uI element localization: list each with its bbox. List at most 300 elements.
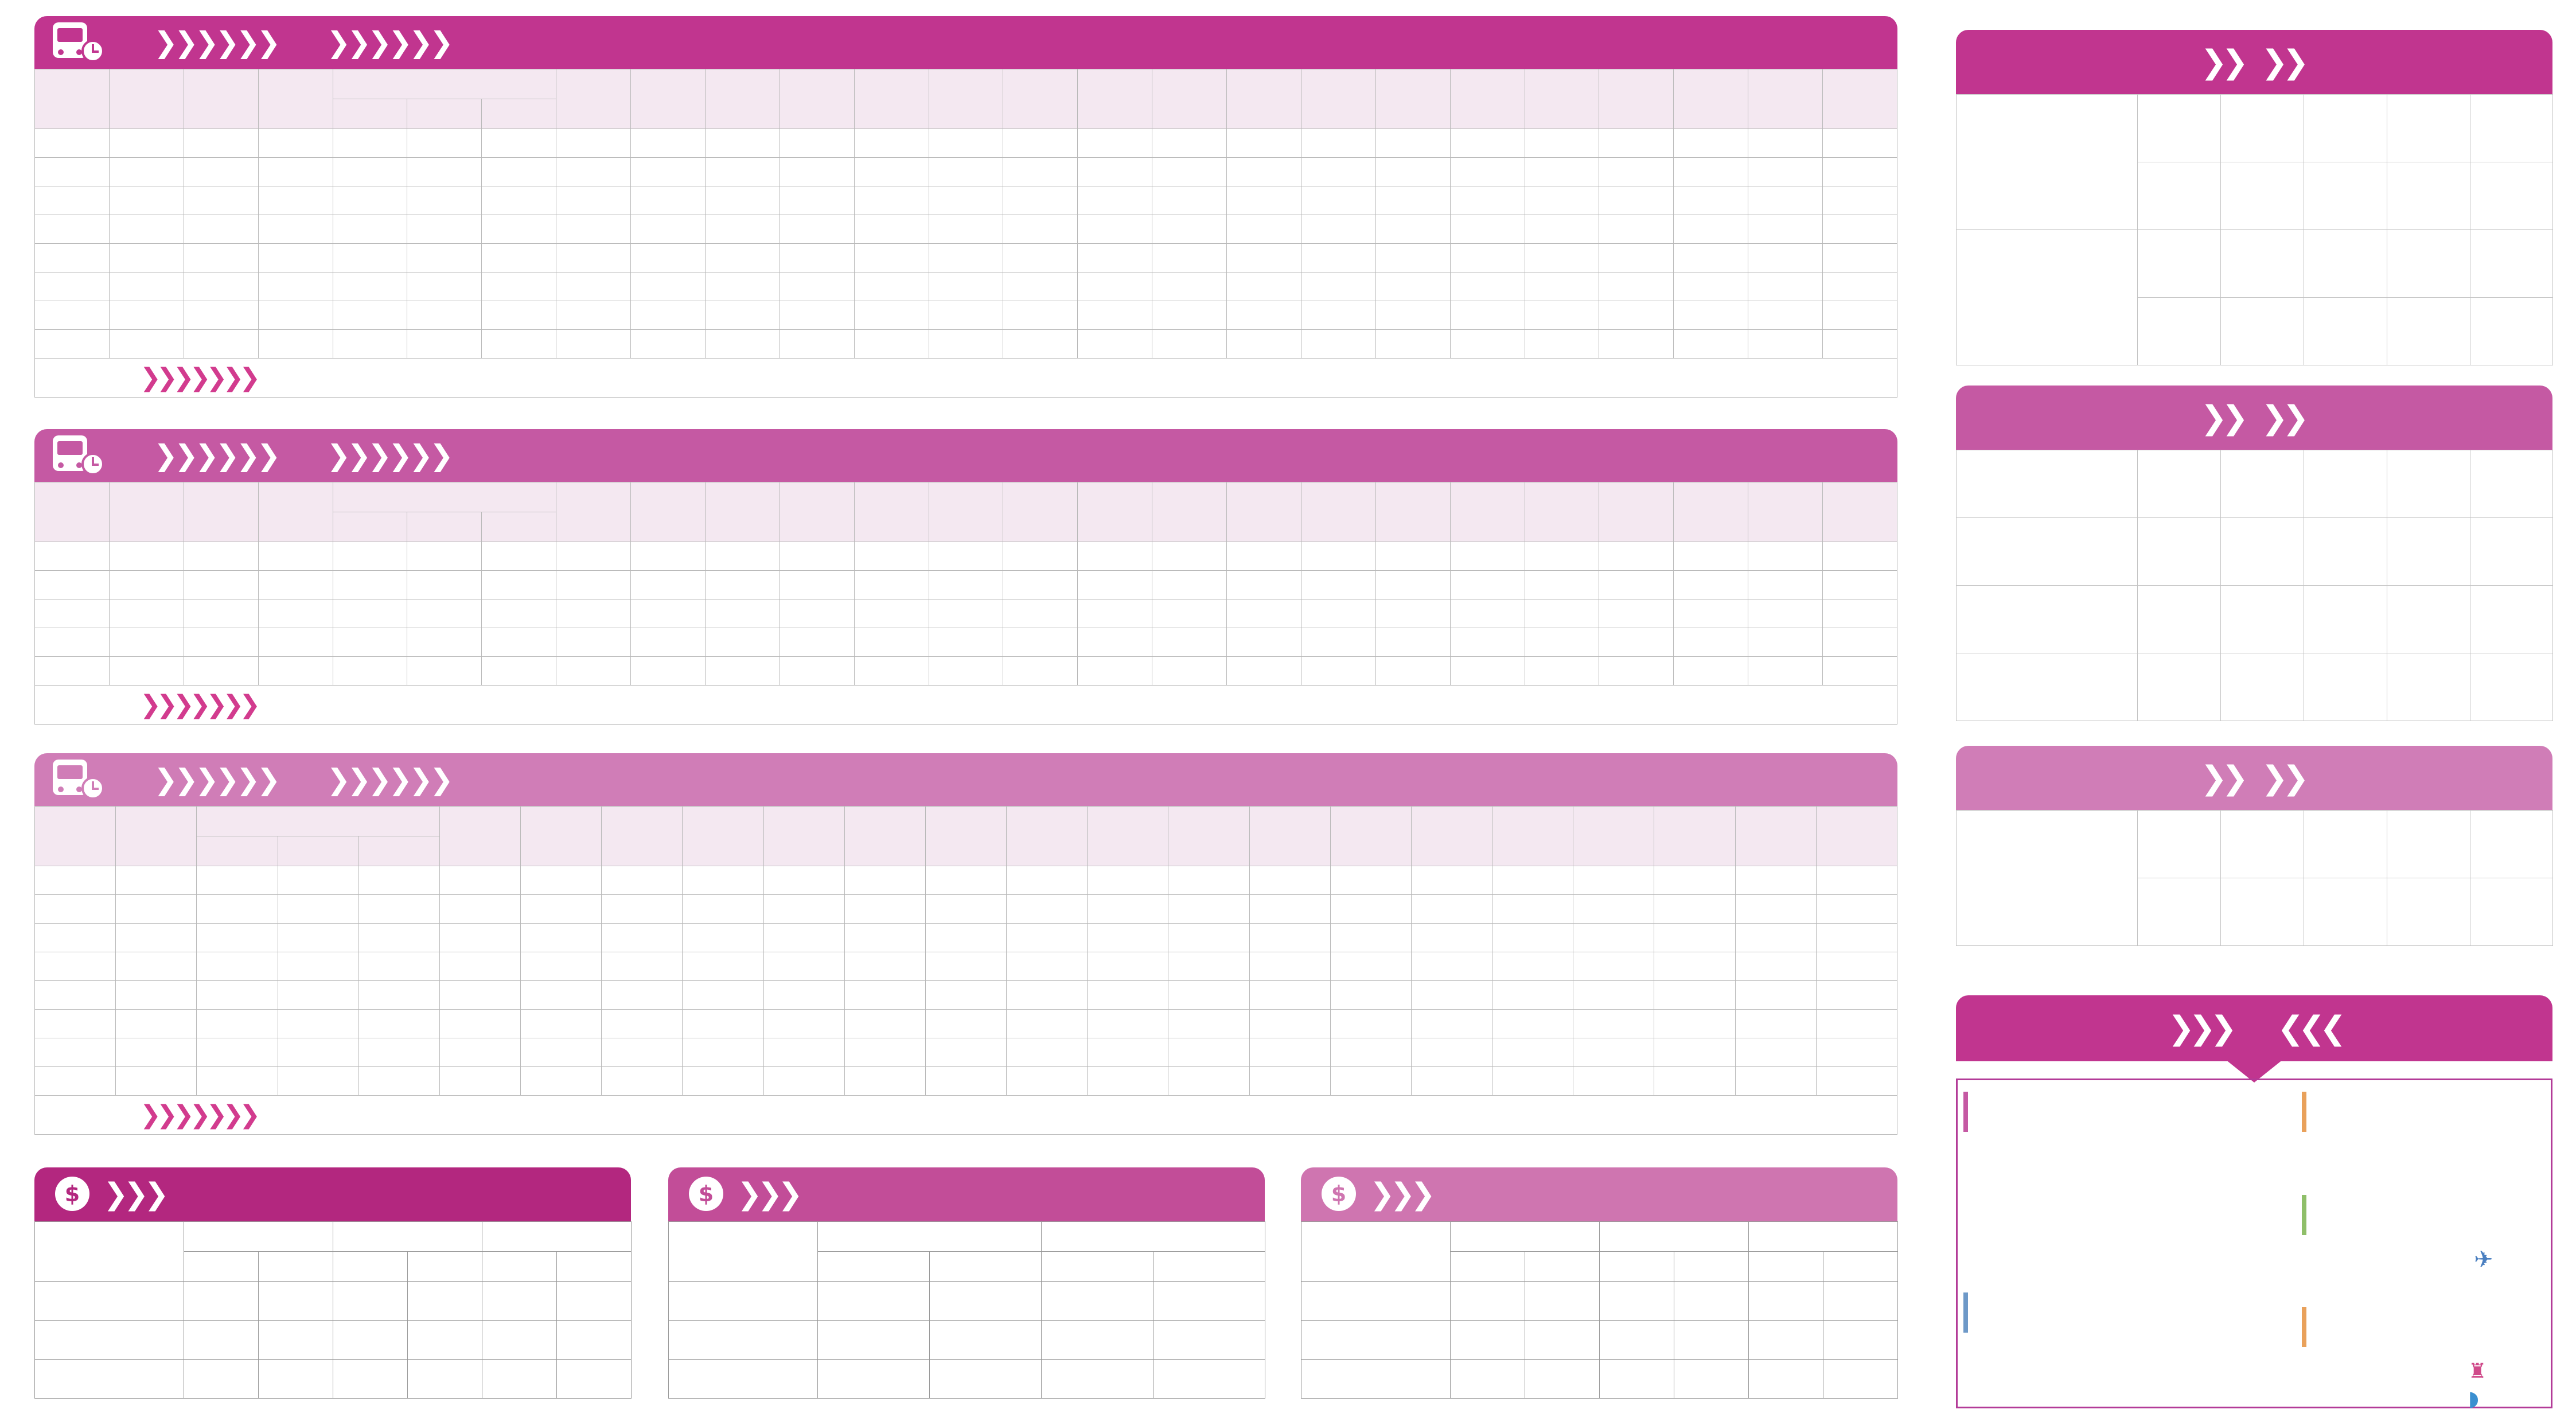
time-cell — [1599, 301, 1674, 330]
table-row — [35, 272, 1897, 301]
time-cell — [358, 866, 439, 895]
column-header — [109, 69, 184, 129]
time-cell — [844, 1010, 925, 1038]
departure-cell — [2221, 518, 2304, 586]
time-cell — [1301, 599, 1375, 628]
price-cell — [408, 1282, 482, 1321]
time-cell — [705, 129, 780, 158]
time-cell — [1375, 244, 1450, 272]
time-cell — [1816, 1010, 1897, 1038]
service-note — [2138, 914, 2220, 925]
time-cell — [854, 272, 929, 301]
time-cell — [197, 1010, 278, 1038]
price-cell — [1525, 1360, 1600, 1399]
chevron-right-icon: ❯❯❯❯❯❯ — [326, 763, 450, 796]
price-cell — [1153, 1282, 1265, 1321]
time-cell — [1330, 981, 1411, 1010]
price-header — [1301, 1167, 1897, 1221]
time-cell — [1816, 1038, 1897, 1067]
time-cell — [1301, 158, 1375, 186]
time-cell — [521, 895, 602, 924]
time-cell — [1450, 657, 1525, 686]
district-bar — [2302, 1195, 2306, 1235]
price-row — [35, 1282, 632, 1321]
column-header — [1525, 482, 1599, 542]
time-cell — [631, 628, 706, 657]
time-cell — [521, 981, 602, 1010]
time-cell — [854, 599, 929, 628]
time-cell — [1654, 895, 1735, 924]
time-cell — [1168, 1067, 1249, 1096]
chevron-right-icon: ❯❯ — [2261, 759, 2304, 797]
table-row — [35, 981, 1897, 1010]
coin-icon: $ — [1322, 1177, 1356, 1211]
time-cell — [929, 215, 1003, 244]
time-cell — [1249, 981, 1330, 1010]
boarding-station — [1957, 653, 2138, 721]
time-cell — [1450, 628, 1525, 657]
time-cell — [1573, 1038, 1654, 1067]
time-cell — [358, 1067, 439, 1096]
time-cell — [184, 571, 258, 599]
time-cell — [631, 158, 706, 186]
chevron-right-icon: ❯❯❯❯❯❯❯ — [140, 363, 256, 392]
time-cell — [278, 1038, 358, 1067]
destination-icons — [2304, 318, 2387, 333]
time-cell — [1227, 571, 1301, 599]
departure-cell — [2470, 230, 2553, 298]
time-cell — [333, 244, 407, 272]
column-header — [35, 482, 110, 542]
time-cell — [258, 599, 333, 628]
price-cell — [408, 1360, 482, 1399]
time-cell — [1525, 186, 1599, 215]
time-cell — [763, 895, 844, 924]
price-cell — [1674, 1282, 1749, 1321]
time-cell — [333, 542, 407, 571]
time-cell — [1492, 1038, 1573, 1067]
column-header — [1674, 482, 1748, 542]
trip-type-header — [930, 1252, 1042, 1282]
schedule-header — [34, 429, 1897, 482]
time-cell — [1168, 1010, 1249, 1038]
time-cell — [333, 186, 407, 215]
hk-dropoff-box — [1956, 1079, 2552, 1411]
time-cell — [1301, 571, 1375, 599]
column-header — [556, 482, 631, 542]
price-cell — [1451, 1321, 1525, 1360]
schedule-section — [34, 429, 1897, 725]
time-cell — [1748, 158, 1823, 186]
time-cell — [109, 301, 184, 330]
time-cell — [1674, 158, 1748, 186]
time-cell — [1411, 895, 1492, 924]
time-cell — [1330, 1038, 1411, 1067]
time-cell — [1450, 244, 1525, 272]
destination-icons — [2387, 544, 2470, 559]
departure-cell — [2304, 450, 2387, 518]
time-cell — [780, 158, 854, 186]
time-cell — [780, 657, 854, 686]
time-cell — [1301, 186, 1375, 215]
column-header — [1007, 807, 1088, 866]
time-cell — [1450, 571, 1525, 599]
time-cell — [407, 215, 482, 244]
time-cell — [1674, 215, 1748, 244]
departure-cell — [2387, 298, 2470, 365]
time-cell — [1249, 952, 1330, 981]
price-cell — [259, 1321, 333, 1360]
time-cell — [1674, 330, 1748, 359]
return-timetable — [1956, 810, 2553, 946]
time-cell — [1078, 628, 1152, 657]
time-cell — [407, 542, 482, 571]
time-cell — [197, 866, 278, 895]
time-cell — [1599, 244, 1674, 272]
time-cell — [1599, 330, 1674, 359]
price-row — [669, 1360, 1265, 1399]
time-cell — [1007, 981, 1088, 1010]
time-cell — [1088, 1067, 1168, 1096]
table-row — [35, 657, 1897, 686]
time-cell — [1599, 571, 1674, 599]
coin-icon: $ — [55, 1177, 89, 1211]
time-cell — [278, 1067, 358, 1096]
time-cell — [1525, 215, 1599, 244]
time-cell — [631, 330, 706, 359]
time-cell — [439, 924, 520, 952]
time-cell — [278, 1010, 358, 1038]
icon-spacer — [2470, 544, 2552, 559]
column-group-header — [197, 807, 440, 836]
price-cell — [930, 1360, 1042, 1399]
time-cell — [1007, 1010, 1088, 1038]
time-cell — [556, 542, 631, 571]
time-cell — [439, 1010, 520, 1038]
time-cell — [521, 866, 602, 895]
chevron-right-icon: ❯❯❯❯❯❯ — [326, 439, 450, 472]
time-cell — [1078, 215, 1152, 244]
column-header — [1823, 69, 1897, 129]
column-header — [683, 807, 763, 866]
time-cell — [333, 301, 407, 330]
station-header — [1301, 1222, 1451, 1282]
time-cell — [116, 1038, 197, 1067]
destination-icons — [2138, 477, 2220, 492]
column-header — [1152, 482, 1227, 542]
time-cell — [602, 1067, 683, 1096]
time-cell — [197, 952, 278, 981]
time-cell — [521, 1010, 602, 1038]
destination-icons — [2221, 612, 2304, 627]
time-cell — [1674, 129, 1748, 158]
time-cell — [278, 981, 358, 1010]
bus-icon — [52, 434, 104, 477]
time-cell — [1599, 186, 1674, 215]
time-cell — [1168, 924, 1249, 952]
time-cell — [258, 301, 333, 330]
time-cell — [1078, 330, 1152, 359]
time-cell — [1375, 571, 1450, 599]
time-cell — [763, 866, 844, 895]
time-cell — [1152, 599, 1227, 628]
column-header — [35, 807, 116, 866]
time-cell — [109, 542, 184, 571]
price-cell — [408, 1321, 482, 1360]
time-cell — [1748, 186, 1823, 215]
table-row — [35, 158, 1897, 186]
time-cell — [844, 924, 925, 952]
time-cell — [1492, 895, 1573, 924]
departure-cell — [2221, 811, 2304, 878]
time-cell — [1301, 244, 1375, 272]
time-cell — [109, 599, 184, 628]
time-cell — [116, 981, 197, 1010]
price-cell — [1823, 1360, 1898, 1399]
time-cell — [1748, 657, 1823, 686]
trip-type-header — [1153, 1252, 1265, 1282]
time-cell — [407, 186, 482, 215]
time-cell — [1007, 1038, 1088, 1067]
time-cell — [705, 186, 780, 215]
time-cell — [854, 244, 929, 272]
time-cell — [35, 866, 116, 895]
table-row — [35, 215, 1897, 244]
column-header — [631, 482, 706, 542]
column-header — [929, 482, 1003, 542]
column-header — [1599, 69, 1674, 129]
price-table — [34, 1221, 632, 1399]
time-cell — [116, 924, 197, 952]
time-cell — [109, 244, 184, 272]
column-header — [780, 69, 854, 129]
time-cell — [1152, 158, 1227, 186]
time-cell — [439, 952, 520, 981]
price-cell — [557, 1282, 632, 1321]
time-cell — [109, 272, 184, 301]
time-cell — [705, 599, 780, 628]
time-cell — [358, 924, 439, 952]
time-cell — [705, 215, 780, 244]
time-cell — [1088, 866, 1168, 895]
time-cell — [854, 628, 929, 657]
time-cell — [1654, 952, 1735, 981]
destination-icons — [2304, 544, 2387, 559]
time-cell — [1450, 301, 1525, 330]
time-cell — [1573, 866, 1654, 895]
time-cell — [184, 129, 258, 158]
departure-cell — [2470, 95, 2553, 162]
schedule-header — [34, 753, 1897, 806]
departure-cell — [2387, 811, 2470, 878]
time-cell — [929, 599, 1003, 628]
time-cell — [1227, 186, 1301, 215]
trip-type-header — [557, 1252, 632, 1282]
district-bar — [2302, 1092, 2306, 1132]
time-cell — [258, 215, 333, 244]
chevron-right-icon: ❯❯ — [2261, 43, 2304, 81]
time-cell — [482, 129, 556, 158]
price-cell — [333, 1282, 408, 1321]
time-cell — [1654, 981, 1735, 1010]
time-cell — [556, 657, 631, 686]
time-cell — [407, 244, 482, 272]
column-header — [854, 69, 929, 129]
time-cell — [854, 158, 929, 186]
time-cell — [407, 657, 482, 686]
time-cell — [844, 1038, 925, 1067]
time-cell — [925, 981, 1006, 1010]
price-cell — [1153, 1360, 1265, 1399]
column-header — [1748, 482, 1823, 542]
destination-icons — [2221, 544, 2304, 559]
time-cell — [439, 1038, 520, 1067]
column-header — [1078, 69, 1152, 129]
time-cell — [1525, 542, 1599, 571]
time-cell — [1573, 1010, 1654, 1038]
time-cell — [631, 244, 706, 272]
departure-cell — [2387, 586, 2470, 653]
time-cell — [278, 895, 358, 924]
time-cell — [683, 895, 763, 924]
time-cell — [844, 1067, 925, 1096]
time-cell — [1375, 657, 1450, 686]
destination-icons — [2138, 324, 2220, 339]
time-cell — [1674, 301, 1748, 330]
time-cell — [1573, 952, 1654, 981]
time-cell — [1007, 895, 1088, 924]
price-cell — [333, 1321, 408, 1360]
time-cell — [258, 244, 333, 272]
time-cell — [1573, 895, 1654, 924]
table-row — [35, 599, 1897, 628]
time-cell — [184, 301, 258, 330]
time-cell — [1573, 981, 1654, 1010]
time-cell — [1654, 924, 1735, 952]
time-cell — [1330, 895, 1411, 924]
time-cell — [556, 129, 631, 158]
time-cell — [1599, 215, 1674, 244]
destination-icons — [2221, 905, 2304, 920]
price-cell — [1674, 1360, 1749, 1399]
price-cell — [1525, 1321, 1600, 1360]
time-cell — [333, 330, 407, 359]
icon-spacer — [2470, 680, 2552, 695]
time-cell — [602, 1038, 683, 1067]
boarding-station — [1957, 518, 2138, 586]
time-cell — [1823, 215, 1897, 244]
departure-cell — [2221, 450, 2304, 518]
time-cell — [1748, 244, 1823, 272]
time-cell — [705, 330, 780, 359]
time-cell — [1823, 129, 1897, 158]
time-cell — [1227, 301, 1301, 330]
table-row — [35, 628, 1897, 657]
time-cell — [1525, 330, 1599, 359]
price-section — [34, 1167, 631, 1399]
departure-cell — [2387, 450, 2470, 518]
time-cell — [929, 129, 1003, 158]
time-cell — [929, 272, 1003, 301]
column-header — [1003, 69, 1078, 129]
time-cell — [35, 924, 116, 952]
time-cell — [35, 1038, 116, 1067]
time-cell — [1003, 542, 1078, 571]
time-cell — [929, 158, 1003, 186]
price-cell — [1823, 1321, 1898, 1360]
schedule-section — [34, 16, 1897, 398]
time-cell — [1088, 981, 1168, 1010]
time-cell — [1088, 924, 1168, 952]
departure-cell — [2387, 230, 2470, 298]
time-cell — [1152, 330, 1227, 359]
chevron-right-icon: ❯❯❯❯❯❯ — [154, 763, 278, 796]
destination-icons — [2387, 477, 2470, 492]
time-cell — [844, 981, 925, 1010]
chevron-right-icon: ❯❯ — [2261, 399, 2304, 437]
icon-spacer — [2387, 905, 2470, 920]
time-cell — [109, 571, 184, 599]
time-cell — [844, 895, 925, 924]
time-cell — [1330, 866, 1411, 895]
time-cell — [35, 272, 110, 301]
trip-type-header — [818, 1252, 930, 1282]
table-row — [35, 244, 1897, 272]
chevron-right-icon: ❯❯ — [2200, 759, 2243, 797]
time-cell — [1599, 628, 1674, 657]
column-header — [1492, 807, 1573, 866]
trip-type-header — [184, 1252, 259, 1282]
time-cell — [925, 1010, 1006, 1038]
column-header — [705, 69, 780, 129]
time-cell — [1816, 866, 1897, 895]
time-cell — [1249, 895, 1330, 924]
departure-cell — [2138, 878, 2221, 946]
time-cell — [1152, 571, 1227, 599]
icon-spacer — [2470, 612, 2552, 627]
time-cell — [1249, 1067, 1330, 1096]
departure-cell — [2470, 450, 2553, 518]
time-cell — [1078, 657, 1152, 686]
departure-cell — [2221, 95, 2304, 162]
time-cell — [439, 981, 520, 1010]
time-cell — [1152, 628, 1227, 657]
price-cell — [1674, 1321, 1749, 1360]
time-cell — [1007, 866, 1088, 895]
trip-type-header — [1749, 1252, 1823, 1282]
column-header — [278, 836, 358, 866]
column-header — [116, 807, 197, 866]
time-cell — [631, 542, 706, 571]
time-cell — [1654, 866, 1735, 895]
boarding-station — [1957, 811, 2138, 946]
time-cell — [854, 657, 929, 686]
destination-icons — [2387, 612, 2470, 627]
time-cell — [109, 215, 184, 244]
time-cell — [1450, 129, 1525, 158]
time-cell — [184, 657, 258, 686]
time-cell — [278, 952, 358, 981]
time-cell — [1088, 1038, 1168, 1067]
departure-cell — [2138, 95, 2221, 162]
time-cell — [1599, 599, 1674, 628]
departure-cell — [2304, 95, 2387, 162]
column-header — [1375, 482, 1450, 542]
time-cell — [1411, 952, 1492, 981]
time-cell — [705, 272, 780, 301]
time-cell — [1816, 924, 1897, 952]
time-cell — [1674, 272, 1748, 301]
